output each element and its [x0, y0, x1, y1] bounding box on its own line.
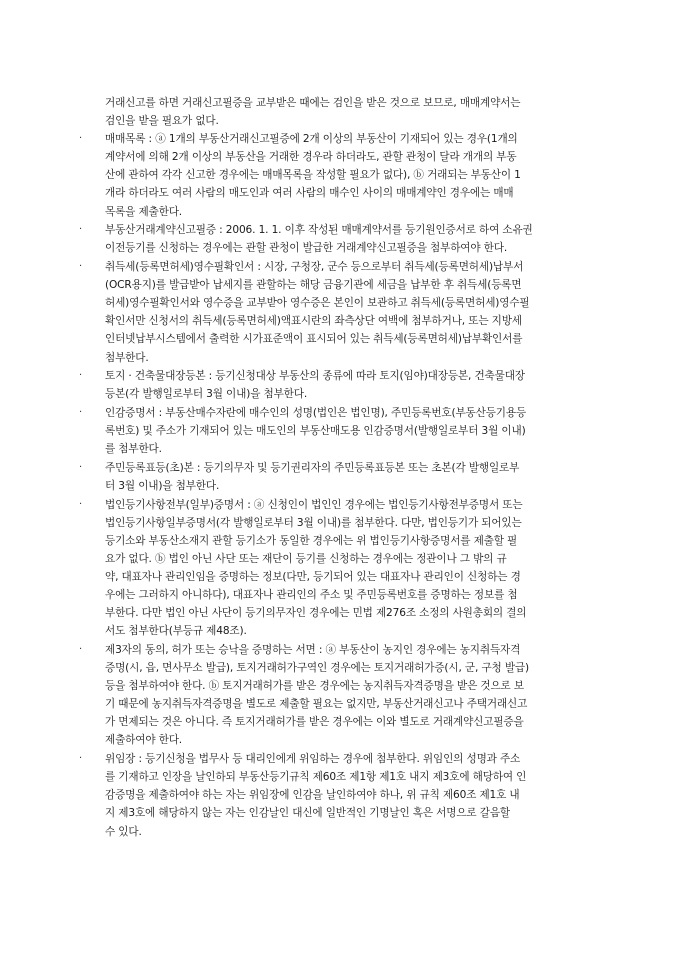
text-line: 확인서만 신청서의 취득세(등록면허세)액표시란의 좌측상단 여백에 첨부하거나, 또는 지방세 — [105, 315, 522, 328]
text-line: 등기소와 부동산소재지 관할 등기소가 동일한 경우에는 위 법인등기사항증명서를 제출할 필 — [105, 534, 518, 547]
text-line: 목록을 제출한다. — [105, 205, 183, 218]
list-item — [79, 459, 604, 495]
text-line: 인감증명서 : 부동산매수자란에 매수인의 성명(법인은 법인명), 주민등록번호(부동산등기용등 — [105, 406, 527, 419]
text-line: (OCR용지)를 발급받아 납세지를 관할하는 해당 금융기관에 세금을 납부한 후 취득세(등록면 — [105, 279, 522, 292]
bullet-marker: · — [79, 261, 83, 273]
text-line: 우에는 그러하지 아니하다), 대표자나 관리인의 주소 및 주민등록번호를 증명하는 정보를 첨 — [105, 589, 518, 602]
text-line: 토지 · 건축물대장등본 : 등기신청대상 부동산의 종류에 따라 토지(임야)대장등본, 건축물대장 — [105, 370, 525, 383]
list-item — [79, 258, 604, 367]
text-line: 등본(각 발행일로부터 3월 이내)을 첨부한다. — [105, 388, 308, 401]
text-line: 지 제3호에 해당하지 않는 자는 인감날인 대신에 일반적인 기명날인 혹은 서명으로 갈음할 — [105, 807, 510, 820]
bullet-marker: · — [79, 753, 83, 765]
text-line: 제출하여야 한다. — [105, 734, 183, 747]
text-line: 법인등기사항전부(일부)증명서 : ⓐ 신청인이 법인인 경우에는 법인등기사항전부증명서 또는 — [105, 498, 523, 511]
text-line: 서도 첨부한다(부등규 제48조). — [105, 625, 247, 638]
item-spacer — [92, 841, 604, 842]
text-line: 기 때문에 농지취득자격증명을 별도로 제출할 필요는 없지만, 부동산거래신고나 주택거래신고 — [105, 698, 528, 711]
bullet-marker: · — [79, 643, 83, 655]
text-line: 인터넷납부시스템에서 출력한 시가표준액이 표시되어 있는 취득세(등록면허세)납부확인서를 — [105, 333, 523, 346]
list-item — [79, 130, 604, 220]
text-line: 를 기재하고 인장을 날인하되 부동산등기규칙 제60조 제1항 제1호 내지 제3호에 해당하여 인 — [105, 771, 527, 784]
list-item — [79, 641, 604, 750]
text-line: 부한다. 다만 법인 아닌 사단이 등기의무자인 경우에는 민법 제276조 소정의 사원총회의 결의 — [105, 607, 527, 620]
text-line: 개라 하더라도 여러 사람의 매도인과 여러 사람의 매수인 사이의 매매계약인 경우에는 매매 — [105, 187, 514, 200]
bullet-marker: · — [79, 461, 83, 473]
bullet-marker: · — [79, 406, 83, 418]
bullet-marker: · — [79, 133, 83, 145]
list-item — [79, 496, 604, 641]
text-line: 위임장 : 등기신청을 법무사 등 대리인에게 위임하는 경우에 첨부한다. 위임인의 성명과 주소 — [105, 753, 521, 766]
text-line: 록번호) 및 주소가 기재되어 있는 매도인의 부동산매도용 인감증명서(발행일로부터 3월 이내) — [105, 425, 526, 438]
text-line: 감증명을 제출하여야 하는 자는 위임장에 인감을 날인하여야 하나, 위 규칙 제60조 제1호 내 — [105, 789, 520, 802]
text-line: 취득세(등록면허세)영수필확인서 : 시장, 구청장, 군수 등으로부터 취득세(등록면허세)납부서 — [105, 261, 524, 274]
list-item — [79, 221, 604, 257]
document-body — [79, 94, 604, 841]
text-line: 산에 관하여 각각 신고한 경우에는 매매목록을 작성할 필요가 없다), ⓑ 거래되는 부동산이 1 — [105, 169, 521, 182]
text-line: 터 3월 이내)을 첨부한다. — [105, 479, 220, 492]
bullet-marker: · — [79, 224, 83, 236]
text-line: 계약서에 의해 2개 이상의 부동산을 거래한 경우라 하더라도, 관할 관청이 달라 개개의 부동 — [105, 151, 517, 164]
text-line: 매매목록 : ⓐ 1개의 부동산거래신고필증에 2개 이상의 부동산이 기재되어 있는 경우(1개의 — [105, 133, 518, 146]
text-line: 증명(시, 읍, 면사무소 발급), 토지거래허가구역인 경우에는 토지거래허가증(시, 군, 구청 발급) — [105, 662, 529, 675]
list-item — [79, 404, 604, 458]
text-line: 법인등기사항일부증명서(각 발행일로부터 3월 이내)를 첨부한다. 다만, 법인등기가 되어있는 — [105, 516, 522, 529]
text-line: 허세)영수필확인서와 영수증을 교부받아 영수증은 본인이 보관하고 취득세(등록면허세)영수필 — [105, 297, 530, 310]
text-line: 약, 대표자나 관리인임을 증명하는 정보(다만, 등기되어 있는 대표자나 관리인이 신청하는 경 — [105, 571, 521, 583]
text-line: 부동산거래계약신고필증 : 2006. 1. 1. 이후 작성된 매매계약서를 등기원인증서로 하여 소유권 — [105, 224, 533, 237]
text-line: 수 있다. — [105, 825, 142, 838]
bullet-list — [79, 130, 604, 841]
text-line: 가 면제되는 것은 아니다. 즉 토지거래허가를 받은 경우에는 이와 별도로 거래계약신고필증을 — [105, 716, 524, 729]
text-line: 등을 첨부하여야 한다. ⓑ 토지거래허가를 받은 경우에는 농지취득자격증명을 받은 것으로 보 — [105, 680, 524, 693]
text-line: 주민등록표등(초)본 : 등기의무자 및 등기권리자의 주민등록표등본 또는 초본(각 발행일로부 — [105, 461, 520, 474]
list-item — [79, 367, 604, 403]
text-line: 거래신고를 하면 거래신고필증을 교부받은 때에는 검인을 받은 것으로 보므로, 매매계약서는 — [105, 97, 521, 109]
text-line: 를 첨부한다. — [105, 443, 162, 456]
text-line: 요가 없다. ⓑ 법인 아닌 사단 또는 재단이 등기를 신청하는 경우에는 정관이나 그 밖의 규 — [105, 552, 507, 565]
list-item — [79, 750, 604, 840]
text-line: 이전등기를 신청하는 경우에는 관할 관청이 발급한 거래계약신고필증을 첨부하여야 한다. — [105, 242, 508, 255]
bullet-marker: · — [79, 370, 83, 382]
text-line: 첨부한다. — [105, 351, 149, 364]
text-line: 제3자의 동의, 허가 또는 승낙을 증명하는 서면 : ⓐ 부동산이 농지인 경우에는 농지취득자격 — [105, 643, 521, 656]
continuation-paragraph — [92, 94, 604, 130]
text-line: 검인을 받을 필요가 없다. — [105, 115, 219, 128]
bullet-marker: · — [79, 498, 83, 510]
